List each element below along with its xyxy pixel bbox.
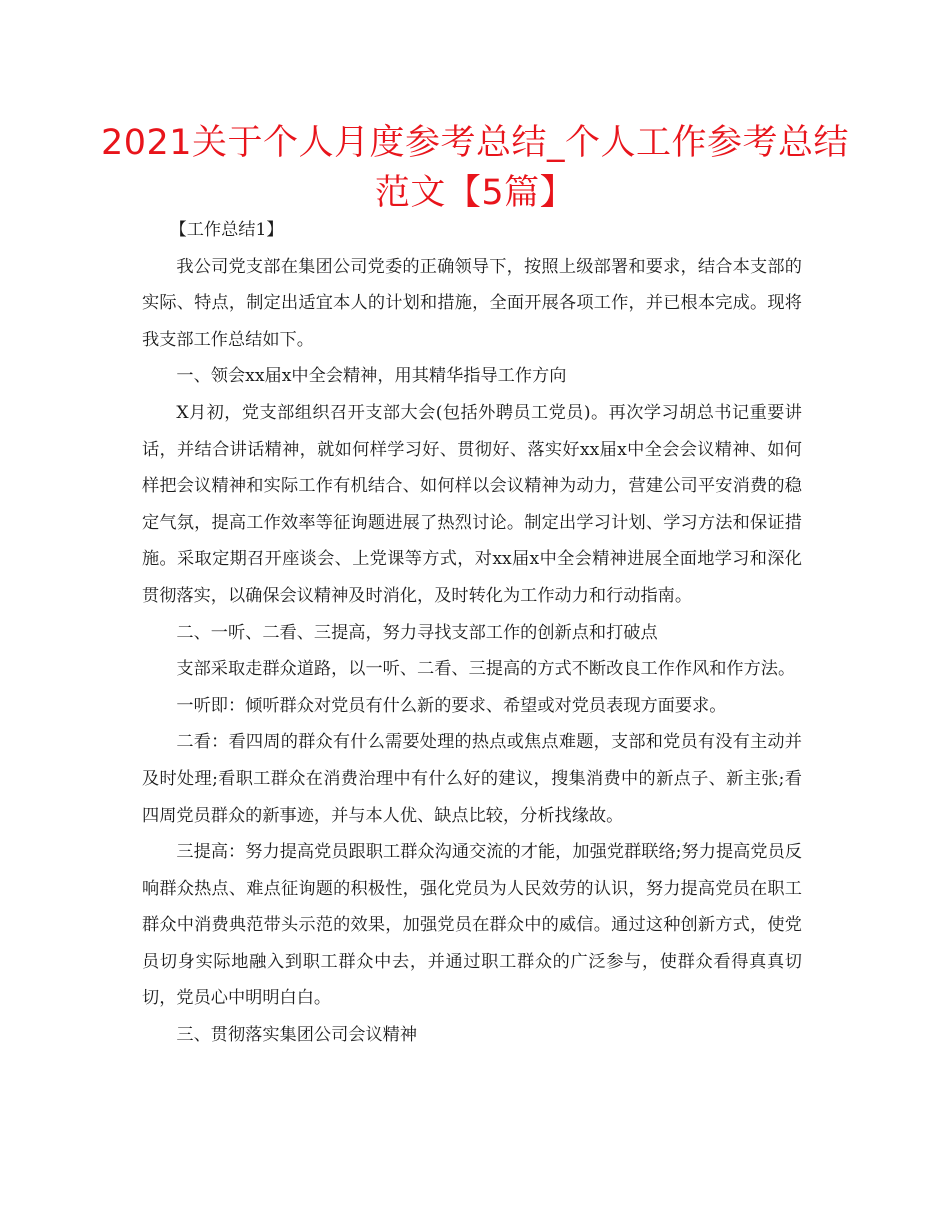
body-paragraph: 三提高：努力提高党员跟职工群众沟通交流的才能，加强党群联络;努力提高党员反响群众热点、难点征询题的积极性，强化党员为人民效劳的认识，努力提高党员在职工群众中消费典范带头示范的效果，加强党员在群众中的威信。通过这种创新方式，使党员切身实际地融入到职工群众中去，并通过职工群众的广泛参与，使群众看得真真切切，党员心中明明白白。: [142, 842, 802, 1009]
body-paragraph: 支部采取走群众道路，以一听、二看、三提高的方式不断改良工作作风和作方法。: [176, 659, 796, 680]
body-paragraph: X月初，党支部组织召开支部大会(包括外聘员工党员)。再次学习胡总书记重要讲话，并结合讲话精神，就如何样学习好、贯彻好、落实好xx届x中全会会议精神、如何样把会议精神和实际工作有机结合、如何样以会议精神为动力，营建公司平安消费的稳定气氛，提高工作效率等征询题进展了热烈讨论。制定出学习计划、学习方法和保证措施。采取定期召开座谈会、上党课等方式，对xx届x中全会精神进展全面地学习和深化贯彻落实，以确保会议精神及时消化，及时转化为工作动力和行动指南。: [142, 402, 802, 606]
document-title: 2021关于个人月度参考总结_个人工作参考总结范文【5篇】: [100, 123, 850, 213]
body-paragraph: 一、领会xx届x中全会精神，用其精华指导工作方向: [176, 366, 567, 387]
body-paragraph: 一听即：倾听群众对党员有什么新的要求、希望或对党员表现方面要求。: [176, 695, 727, 716]
body-paragraph: 二、一听、二看、三提高，努力寻找支部工作的创新点和打破点: [176, 622, 658, 643]
body-paragraph: 我公司党支部在集团公司党委的正确领导下，按照上级部署和要求，结合本支部的实际、特点，制定出适宜本人的计划和措施，全面开展各项工作，并已根本完成。现将我支部工作总结如下。: [142, 256, 802, 350]
body-paragraph: 二看：看四周的群众有什么需要处理的热点或焦点难题，支部和党员有没有主动并及时处理;看职工群众在消费治理中有什么好的建议，搜集消费中的新点子、新主张;看四周党员群众的新事迹，并与本人优、缺点比较，分析找缘故。: [142, 732, 802, 826]
section-heading: 【工作总结1】: [169, 220, 284, 240]
body-paragraph: 三、贯彻落实集团公司会议精神: [176, 1025, 418, 1046]
document-body: [142, 212, 802, 1054]
